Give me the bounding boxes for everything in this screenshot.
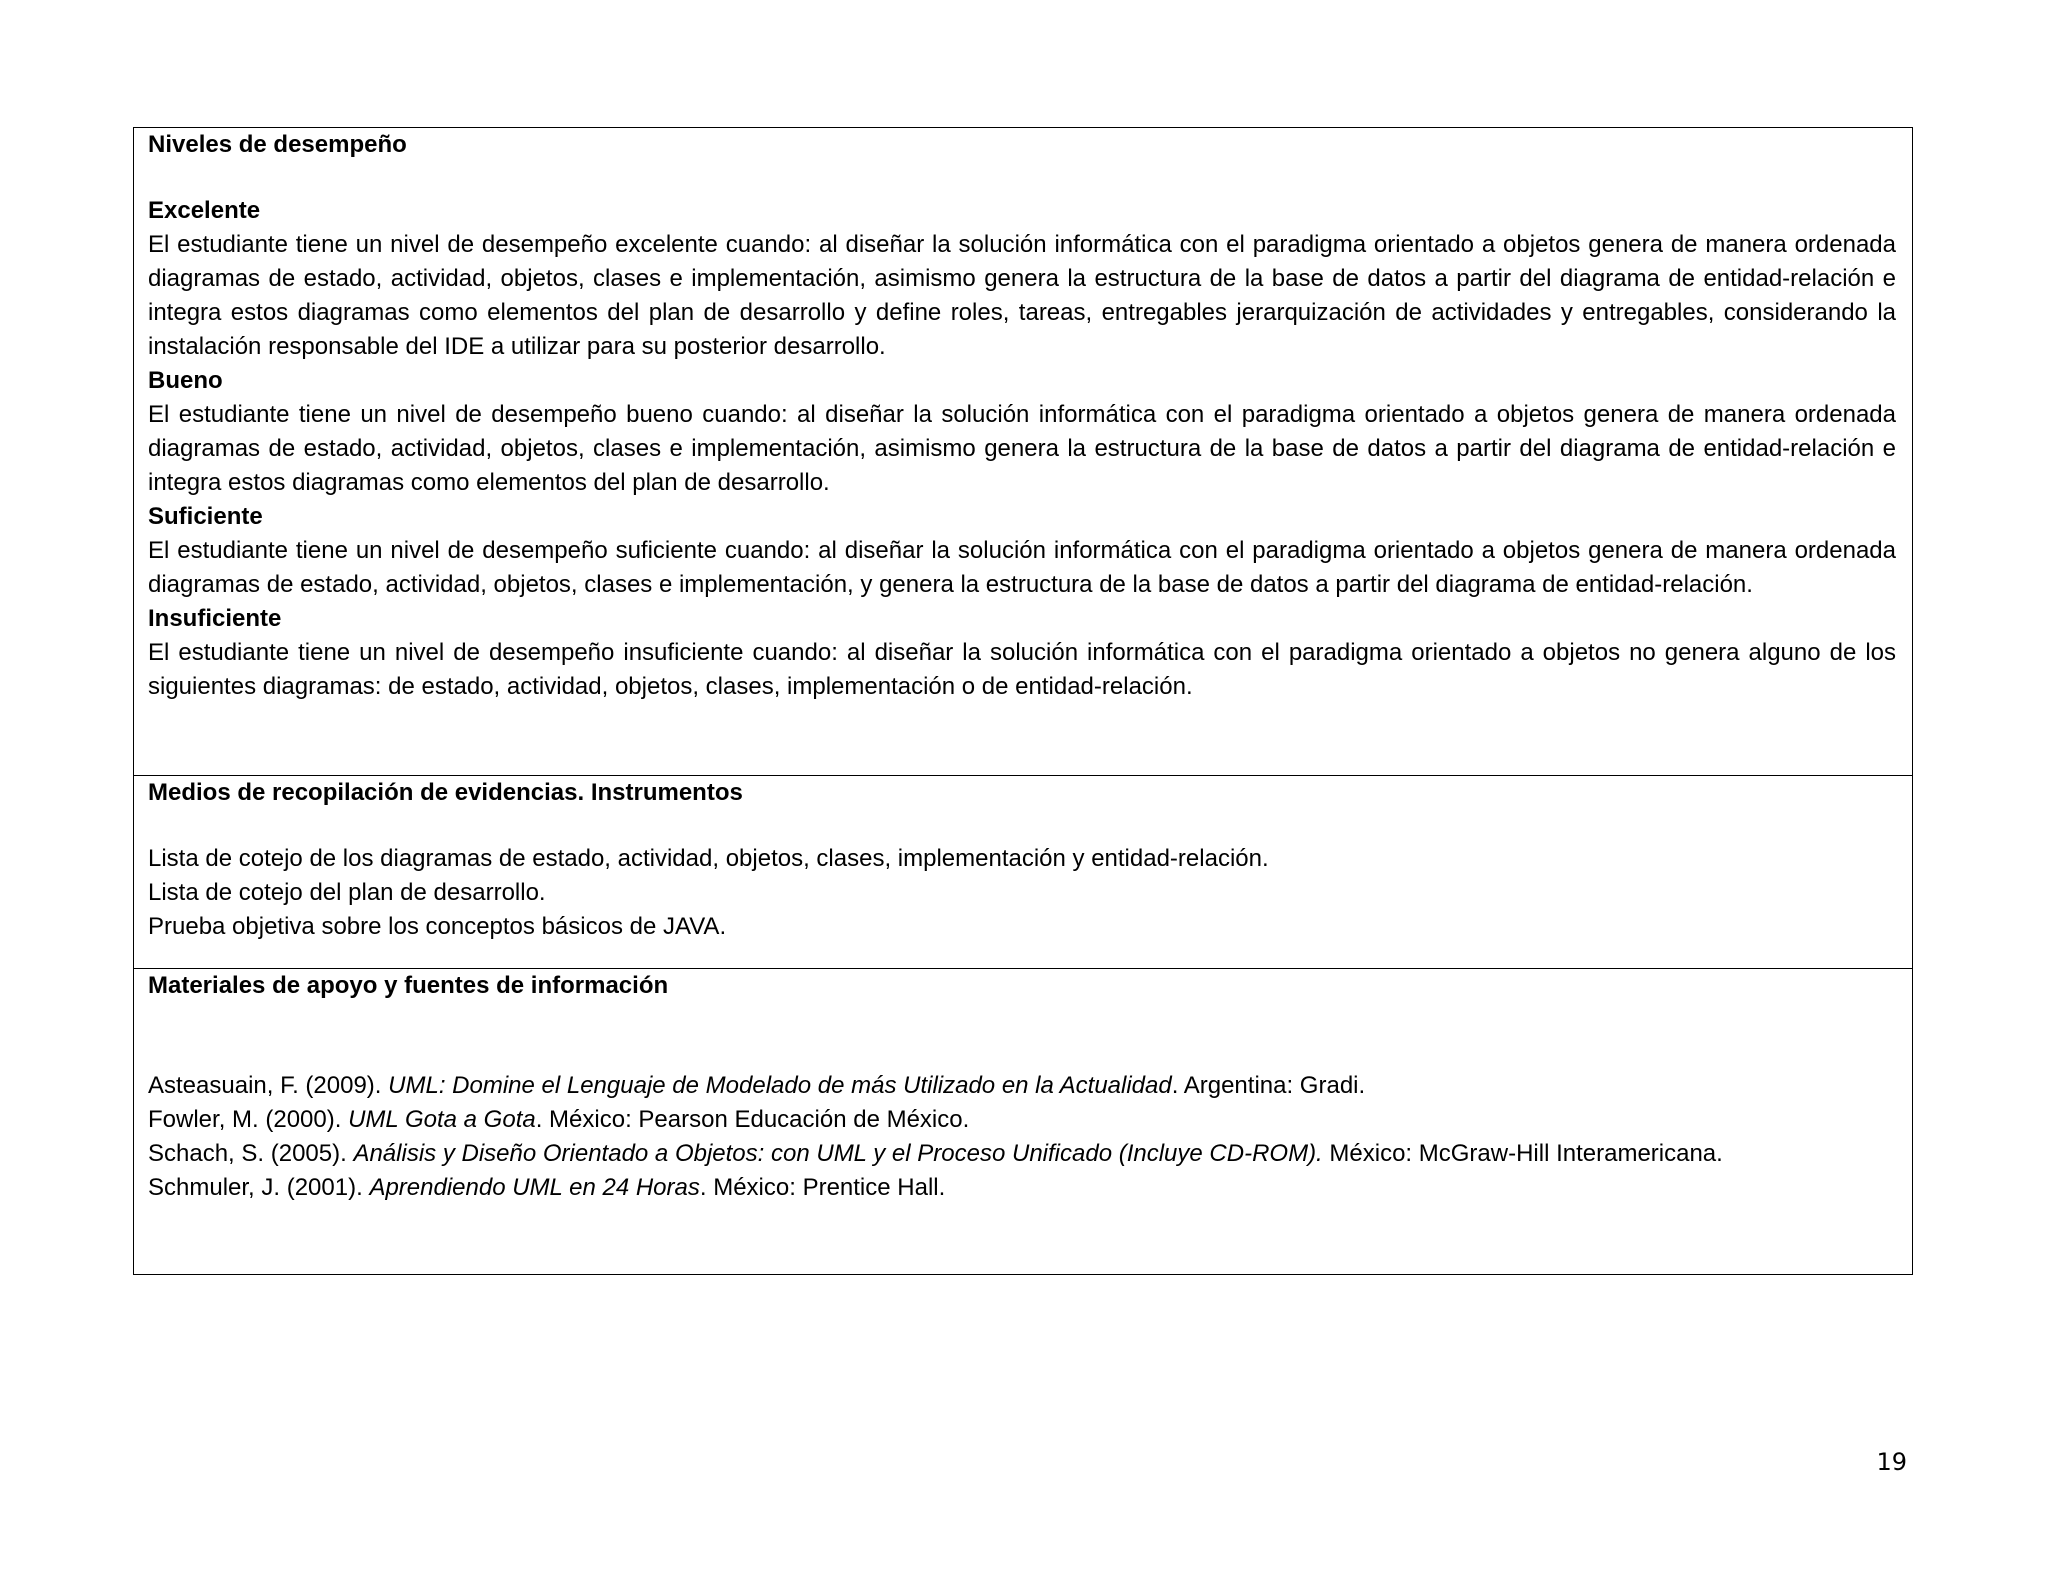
evidence-item: Lista de cotejo de los diagramas de estado, actividad, objetos, clases, implementación y entidad-relación. (148, 845, 1269, 872)
reference-title: Aprendiendo UML en 24 Horas (369, 1174, 700, 1201)
reference-title: UML Gota a Gota (348, 1106, 536, 1133)
evidence-section (134, 775, 1912, 968)
page-number: 19 (1876, 1448, 1907, 1476)
reference-title: UML: Domine el Lenguaje de Modelado de más Utilizado en la Actualidad (388, 1072, 1172, 1099)
level-bueno-text: El estudiante tiene un nivel de desempeño bueno cuando: al diseñar la solución informática con el paradigma orientado a objetos genera de manera ordenada diagramas de estado, actividad, objetos, clases e implementación, asimismo genera la estructura de la base de datos a partir del diagrama de entidad-relación e integra estos diagramas como elementos del plan de desarrollo. (148, 401, 1896, 496)
level-suficiente-text: El estudiante tiene un nivel de desempeño suficiente cuando: al diseñar la solución informática con el paradigma orientado a objetos genera de manera ordenada diagramas de estado, actividad, objetos, clases e implementación, y genera la estructura de la base de datos a partir del diagrama de entidad-relación. (148, 537, 1896, 598)
performance-levels-title: Niveles de desempeño (148, 131, 407, 158)
level-excelente-title: Excelente (148, 197, 261, 224)
reference-title: Análisis y Diseño Orientado a Objetos: con UML y el Proceso Unificado (Incluye CD-ROM). (353, 1140, 1323, 1167)
level-excelente-text: El estudiante tiene un nivel de desempeño excelente cuando: al diseñar la solución informática con el paradigma orientado a objetos genera de manera ordenada diagramas de estado, actividad, objetos, clases e implementación, asimismo genera la estructura de la base de datos a partir del diagrama de entidad-relación e integra estos diagramas como elementos del plan de desarrollo y define roles, tareas, entregables jerarquización de actividades y entregables, considerando la instalación responsable del IDE a utilizar para su posterior desarrollo. (148, 231, 1896, 360)
materials-title: Materiales de apoyo y fuentes de información (148, 972, 669, 999)
level-suficiente-title: Suficiente (148, 503, 263, 530)
reference-item (148, 1137, 1896, 1171)
reference-author: Schach, S. (2005). (148, 1140, 354, 1167)
evaluation-table (133, 127, 1913, 1275)
reference-author: Schmuler, J. (2001). (148, 1174, 370, 1201)
evidence-item: Lista de cotejo del plan de desarrollo. (148, 879, 546, 906)
reference-author: Asteasuain, F. (2009). (148, 1072, 389, 1099)
reference-publisher: . México: Pearson Educación de México. (535, 1106, 970, 1133)
reference-publisher: . México: Prentice Hall. (699, 1174, 946, 1201)
reference-item (148, 1171, 1896, 1205)
reference-item (148, 1103, 1896, 1137)
materials-section (134, 968, 1912, 1274)
level-insuficiente-title: Insuficiente (148, 605, 282, 632)
performance-levels-section (134, 128, 1912, 775)
level-insuficiente-text: El estudiante tiene un nivel de desempeño insuficiente cuando: al diseñar la solución informática con el paradigma orientado a objetos no genera alguno de los siguientes diagramas: de estado, actividad, objetos, clases, implementación o de entidad-relación. (148, 639, 1896, 700)
reference-item (148, 1069, 1896, 1103)
reference-publisher: . Argentina: Gradi. (1171, 1072, 1366, 1099)
evidence-item: Prueba objetiva sobre los conceptos básicos de JAVA. (148, 913, 727, 940)
reference-author: Fowler, M. (2000). (148, 1106, 349, 1133)
level-bueno-title: Bueno (148, 367, 223, 394)
reference-publisher: México: McGraw-Hill Interamericana. (1322, 1140, 1723, 1167)
evidence-title: Medios de recopilación de evidencias. Instrumentos (148, 779, 743, 806)
